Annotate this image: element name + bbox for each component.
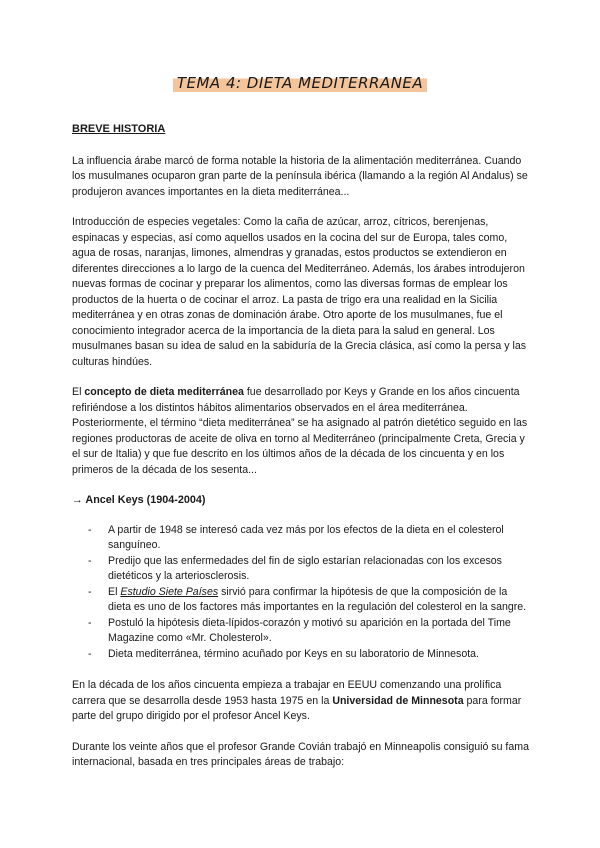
- paragraph-minnesota-pre: En la década de los años cincuenta empieza a trabajar en EEUU comenzando una prolífica carrera que se desarrolla desde 1953 hasta 1975 en la: [72, 679, 502, 707]
- paragraph-concept-post: fue desarrollado por Keys y Grande en los años cincuenta refiriéndose a los distintos hábitos alimentarios observados en el área mediterránea. Posteriormente, el término “dieta mediterránea” se ha asignado al patrón dietético seguido en las regiones productoras de aceite de oliva en torno al Mediterráneo (principalmente Creta, Grecia y el sur de Italia) y que fue descrito en los últimos años de la década de los cincuenta y en los primeros de la década de los sesenta...: [72, 386, 528, 476]
- list-item: [88, 585, 532, 616]
- study-link[interactable]: Estudio Siete Países: [120, 585, 219, 598]
- concept-term: concepto de dieta mediterránea: [84, 386, 244, 398]
- bullet-dash: -: [88, 585, 92, 598]
- list-item: [88, 554, 532, 585]
- list-item-text: Dieta mediterránea, término acuñado por Keys en su laboratorio de Minnesota.: [108, 647, 479, 660]
- bullet-dash: -: [88, 523, 92, 536]
- list-item: [88, 616, 532, 647]
- paragraph-vegetable-species: Introducción de especies vegetales: Como la caña de azúcar, arroz, cítricos, berenjenas, espinacas y especias, así como aquellos usados en la cocina del sur de Europa, tales como, agua de rosas, naranjas, limones, almendras y granadas, estos productos se extendieron en diferentes direcciones a lo largo de la cuenca del Mediterráneo. Además, los árabes introdujeron nuevas formas de cocinar y preparar los alimentos, como las diversas formas de emplear los productos de la huerta o de cocinar el arroz. La pasta de trigo era una realidad en la Sicilia mediterránea y en otras zonas de dominación árabe. Otro aporte de los musulmanes, fue el conocimiento integrador acerca de la importancia de la dieta para la salud en general. Los musulmanes basan su idea de salud en la sabiduría de la Grecia clásica, así como la persa y las culturas hindúes.: [72, 216, 527, 368]
- paragraph-concept: [72, 385, 532, 478]
- bullet-dash: -: [88, 554, 92, 567]
- paragraph-minnesota-post: para formar parte del grupo dirigido por el profesor Ancel Keys.: [72, 694, 522, 722]
- list-item-text-pre: El: [108, 585, 121, 598]
- page-title: TEMA 4: DIETA MEDITERRANEA: [173, 72, 427, 94]
- document-body: [72, 122, 532, 786]
- list-item: [88, 523, 532, 554]
- paragraph-concept-pre: El: [72, 386, 85, 398]
- paragraph-arab-influence: La influencia árabe marcó de forma notable la historia de la alimentación mediterránea. Cuando los musulmanes ocuparon gran parte de la península ibérica (llamando a la región Al Andalus) se produjeron avances importantes en la dieta mediterránea...: [72, 154, 528, 198]
- paragraph-minnesota: [72, 678, 532, 725]
- ancel-keys-list: [72, 523, 532, 663]
- university-name: Universidad de Minnesota: [332, 694, 464, 707]
- list-item: [88, 647, 532, 663]
- ancel-keys-heading: → Ancel Keys (1904-2004): [72, 494, 206, 506]
- list-item-text-post: sirvió para confirmar la hipótesis de que la composición de la dieta es uno de los factores más importantes en la regulación del colesterol en la sangre.: [108, 585, 527, 613]
- list-item-text: Postuló la hipótesis dieta-lípidos-corazón y motivó su aparición en la portada del Time Magazine como «Mr. Cholesterol».: [108, 616, 511, 644]
- paragraph-grande-covian: Durante los veinte años que el profesor Grande Covián trabajó en Minneapolis consiguió su fama internacional, basada en tres principales áreas de trabajo:: [72, 740, 529, 768]
- bullet-dash: -: [88, 647, 92, 660]
- section-heading: BREVE HISTORIA: [72, 123, 166, 135]
- list-item-text: Predijo que las enfermedades del fin de siglo estarían relacionadas con los excesos dietéticos y la arteriosclerosis.: [108, 554, 502, 582]
- title-wrap: [0, 72, 600, 94]
- bullet-dash: -: [88, 616, 92, 629]
- list-item-text: A partir de 1948 se interesó cada vez más por los efectos de la dieta en el colesterol sanguíneo.: [108, 523, 504, 551]
